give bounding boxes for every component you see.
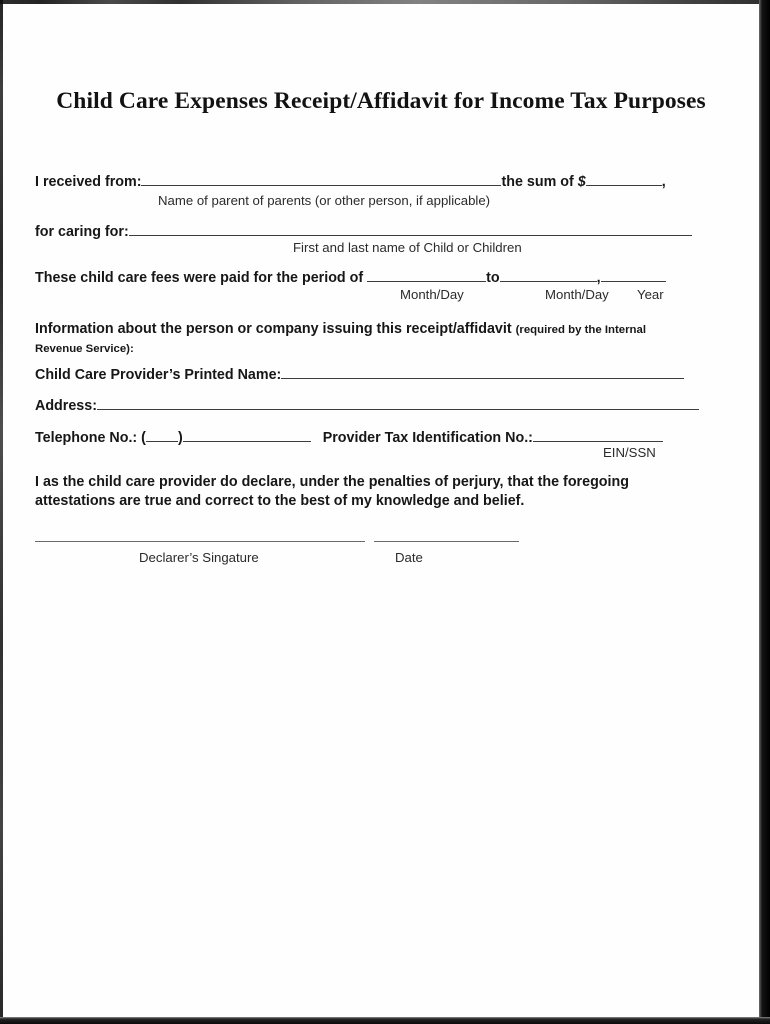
signature-line[interactable] — [35, 541, 365, 542]
date-line[interactable] — [374, 541, 519, 542]
period-end-caption: Month/Day — [545, 287, 609, 302]
address-input[interactable] — [97, 396, 699, 410]
date-caption: Date — [395, 550, 423, 565]
period-comma: , — [596, 270, 601, 286]
period-to-label: to — [486, 270, 500, 286]
received-from-input[interactable] — [141, 172, 501, 186]
telephone-areacode-input[interactable] — [146, 428, 178, 442]
caring-for-caption: First and last name of Child or Children — [293, 240, 522, 255]
sum-of-trailing-comma: , — [661, 174, 666, 190]
period-start-caption: Month/Day — [400, 287, 464, 302]
issuer-info-heading — [35, 320, 693, 359]
provider-tax-input[interactable] — [533, 428, 663, 442]
period-label: These child care fees were paid for the period of — [35, 270, 364, 286]
issuer-info-fineprint: (required by the Internal Revenue Service): — [35, 324, 646, 356]
scan-edge-bottom — [0, 1017, 770, 1024]
caring-for-row — [35, 222, 692, 240]
sum-of-label: the sum of $ — [501, 174, 586, 190]
scan-edge-right — [759, 0, 770, 1024]
provider-name-row — [35, 365, 684, 383]
issuer-info-heading-text: Information about the person or company issuing this receipt/affidavit — [35, 321, 512, 337]
sum-of-input[interactable] — [586, 172, 662, 186]
telephone-paren-close: ) — [177, 430, 183, 446]
declaration-text: I as the child care provider do declare, under the penalties of perjury, that the foregoing attestations are true and correct to the best of my knowledge and belief. — [35, 474, 629, 510]
address-label: Address: — [35, 398, 97, 414]
signature-caption: Declarer’s Singature — [139, 550, 259, 565]
provider-name-label: Child Care Provider’s Printed Name: — [35, 367, 282, 383]
telephone-label: Telephone No.: ( — [35, 430, 146, 446]
address-row — [35, 396, 699, 414]
period-year-caption: Year — [637, 287, 664, 302]
caring-for-label: for caring for: — [35, 224, 129, 240]
provider-tax-label: Provider Tax Identification No.: — [322, 430, 533, 446]
period-row — [35, 268, 666, 286]
telephone-number-input[interactable] — [183, 428, 311, 442]
page-title: Child Care Expenses Receipt/Affidavit for Income Tax Purposes — [56, 88, 706, 114]
period-start-input[interactable] — [367, 268, 486, 282]
ein-ssn-caption: EIN/SSN — [603, 445, 656, 460]
provider-name-input[interactable] — [281, 365, 684, 379]
received-from-label: I received from: — [35, 174, 142, 190]
telephone-tax-row — [35, 428, 663, 446]
period-end-input[interactable] — [500, 268, 597, 282]
period-year-input[interactable] — [601, 268, 666, 282]
form-page — [3, 4, 759, 1017]
received-from-caption: Name of parent of parents (or other person, if applicable) — [158, 193, 491, 208]
caring-for-input[interactable] — [129, 222, 692, 236]
received-from-row — [35, 172, 666, 190]
